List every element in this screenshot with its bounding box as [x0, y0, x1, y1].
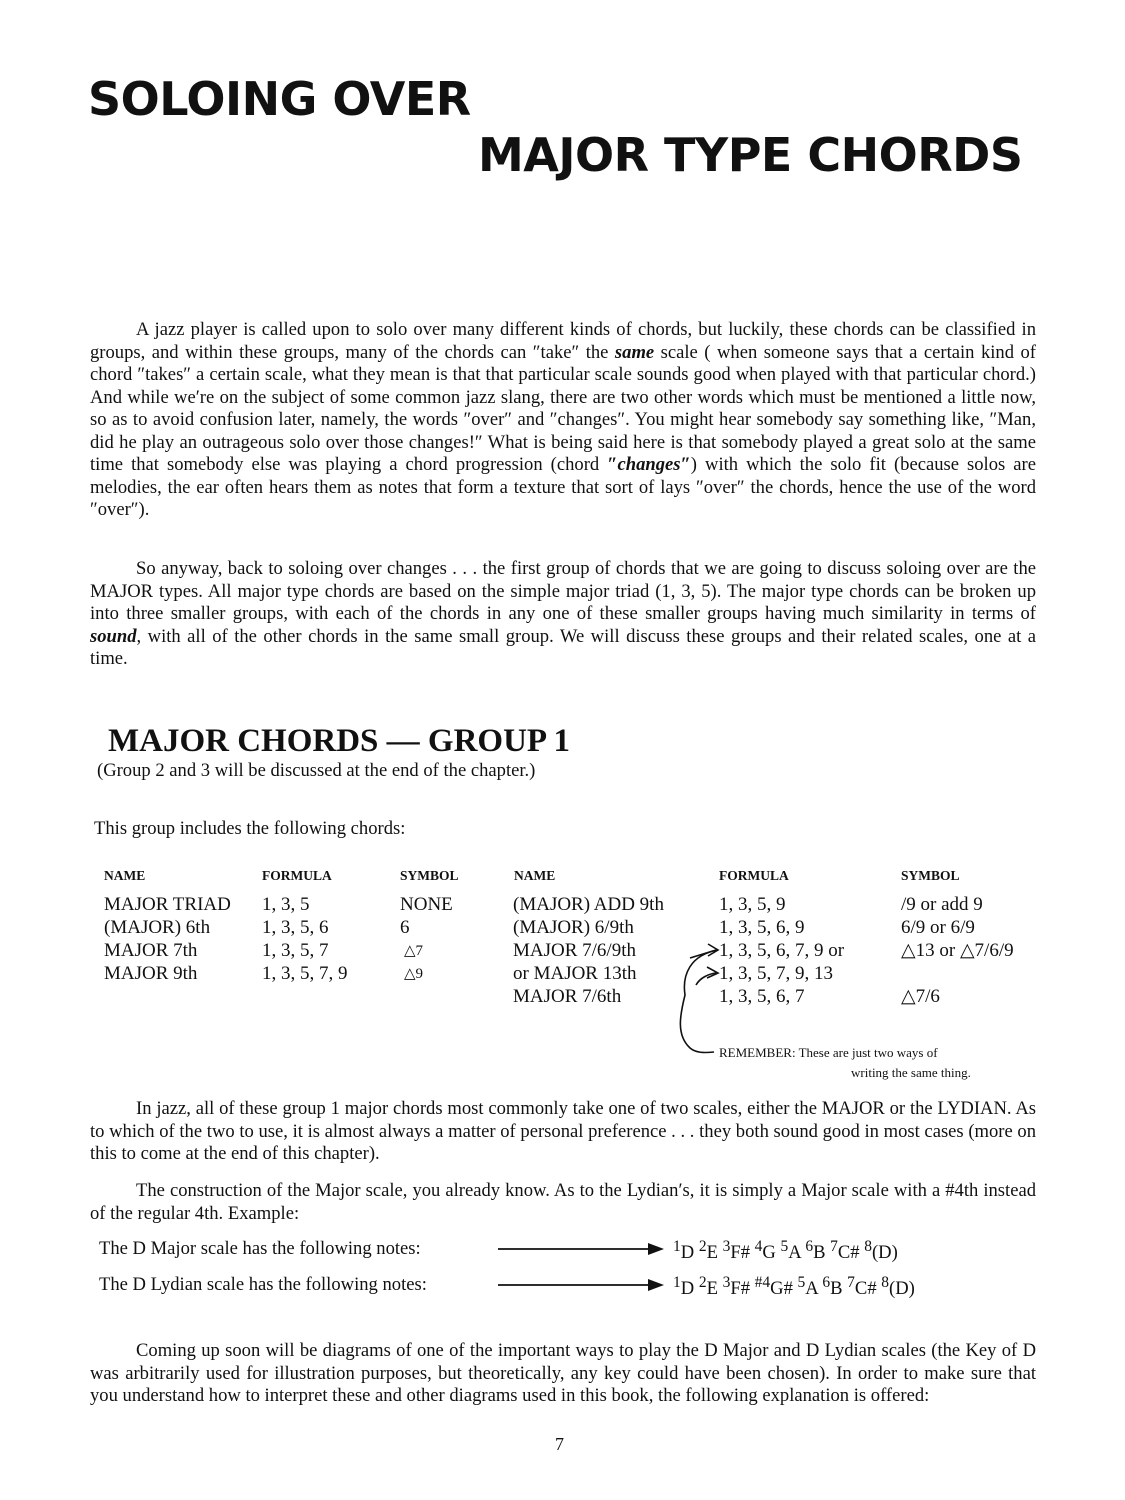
emphasis-sound: sound	[90, 625, 137, 647]
d-lydian-scale-label: The D Lydian scale has the following notes:	[99, 1274, 427, 1295]
major-types-paragraph: So anyway, back to soloing over changes . . . the first group of chords that we are going to discuss soloing over are the MAJOR types. All major type chords are based on the simple major triad (1, 3, 5). The major type chords can be broken up into three smaller groups, with each of the chords in any one of these smaller groups having much similarity in terms of sound, with all of the other chords in the same small group. We will discuss these groups and their related scales, one at a time.	[90, 558, 1036, 669]
section-heading: MAJOR CHORDS — GROUP 1	[108, 723, 570, 759]
chord-formula: 1, 3, 5, 6	[262, 917, 329, 938]
chord-symbol: /9 or add 9	[901, 894, 983, 915]
chord-name: MAJOR 7/6/9th	[513, 940, 636, 961]
chord-name: or MAJOR 13th	[513, 963, 637, 984]
table-header-symbol-left: SYMBOL	[400, 868, 459, 883]
chord-symbol: △9	[404, 966, 424, 982]
chord-list-intro: This group includes the following chords:	[94, 818, 406, 839]
chord-formula: 1, 3, 5, 9	[719, 894, 786, 915]
d-major-scale-notes: $^1$D $^2$E $^3$F# $^4$G $^5$A $^6$B $^7$C# $^8$(D)	[673, 1238, 898, 1264]
arrowhead-1	[708, 944, 718, 956]
chord-symbol: △7	[404, 943, 424, 959]
scales-choice-paragraph: In jazz, all of these group 1 major chords most commonly take one of two scales, either the MAJOR or the LYDIAN. As to which of the two to use, it is almost always a matter of personal preference . . . they both sound good in most cases (more on this to come at the end of this chapter).	[90, 1098, 1036, 1164]
chord-name: MAJOR 7th	[104, 940, 198, 961]
lydian-construction-paragraph: The construction of the Major scale, you already know. As to the Lydian′s, it is simply a Major scale with a #4th instead of the regular 4th. Example:	[90, 1180, 1036, 1224]
table-header-name-left: NAME	[104, 868, 146, 883]
chord-formula: 1, 3, 5, 6, 7	[719, 986, 805, 1007]
chord-formula: 1, 3, 5, 7	[262, 940, 329, 961]
chord-name: (MAJOR) ADD 9th	[513, 894, 664, 915]
d-major-scale-label: The D Major scale has the following notes:	[99, 1238, 421, 1259]
diagrams-intro-paragraph: Coming up soon will be diagrams of one of the important ways to play the D Major and D Lydian scales (the Key of D was arbitrarily used for illustration purposes, but theoretically, any key could have been chosen). In order to make sure that you understand how to interpret these and other diagrams used in this book, the following explanation is offered:	[90, 1340, 1036, 1406]
emphasis-same: same	[614, 341, 655, 363]
table-header-formula-right: FORMULA	[719, 868, 789, 883]
remember-note-line-2: writing the same thing.	[851, 1065, 971, 1080]
chord-symbol: △13 or △7/6/9	[901, 940, 1014, 961]
chord-symbol: 6/9 or 6/9	[901, 917, 975, 938]
chord-name: MAJOR TRIAD	[104, 894, 231, 915]
chord-symbol: NONE	[400, 894, 453, 915]
intro-paragraph: A jazz player is called upon to solo over many different kinds of chords, but luckily, these chords can be classified in groups, and within these groups, many of the chords can ″take″ the same scale ( when someone says that a certain kind of chord ″takes″ a certain scale, what they mean is that that particular scale sounds good when played with that particular chord.) And while we′re on the subject of some common jazz slang, there are two other words which must be mentioned a little now, so as to avoid confusion later, namely, the words ″over″ and ″changes″. You might hear somebody say something like, ″Man, did he play an outrageous solo over those changes!″ What is being said here is that somebody played a great solo at the same time that somebody else was playing a chord progression (chord ″changes″) with which the solo fit (because solos are melodies, the ear often hears them as notes that form a texture that sort of lays ″over″ the chords, hence the use of the word ″over″).	[90, 319, 1036, 520]
remember-bracket-arrow	[680, 950, 718, 1053]
chord-formula: 1, 3, 5, 6, 7, 9 or	[719, 940, 845, 961]
page-title-line-1: SOLOING OVER	[88, 72, 471, 126]
d-lydian-arrowhead	[648, 1279, 664, 1291]
chord-name: (MAJOR) 6th	[104, 917, 211, 938]
chord-formula: 1, 3, 5	[262, 894, 310, 915]
table-header-formula-left: FORMULA	[262, 868, 332, 883]
table-header-name-right: NAME	[514, 868, 556, 883]
emphasis-changes: ″changes″	[607, 454, 691, 475]
d-lydian-scale-notes: $^1$D $^2$E $^3$F# $^{\#4}$G# $^5$A $^6$B $^7$C# $^8$(D)	[673, 1274, 915, 1300]
page-number: 7	[555, 1434, 564, 1454]
chord-name: (MAJOR) 6/9th	[513, 917, 634, 938]
remember-note-line-1: REMEMBER: These are just two ways of	[719, 1045, 938, 1060]
arrowhead-2	[707, 967, 718, 978]
d-major-arrowhead	[648, 1243, 664, 1255]
page-title-line-2: MAJOR TYPE CHORDS	[478, 128, 1023, 182]
chord-formula: 1, 3, 5, 6, 9	[719, 917, 805, 938]
chord-symbol: △7/6	[901, 986, 940, 1007]
chord-formula: 1, 3, 5, 7, 9, 13	[719, 963, 833, 984]
chord-formula: 1, 3, 5, 7, 9	[262, 963, 348, 984]
chord-name: MAJOR 7/6th	[513, 986, 622, 1007]
chord-name: MAJOR 9th	[104, 963, 198, 984]
chord-symbol: 6	[400, 917, 410, 938]
section-note: (Group 2 and 3 will be discussed at the end of the chapter.)	[97, 760, 536, 781]
table-header-symbol-right: SYMBOL	[901, 868, 960, 883]
